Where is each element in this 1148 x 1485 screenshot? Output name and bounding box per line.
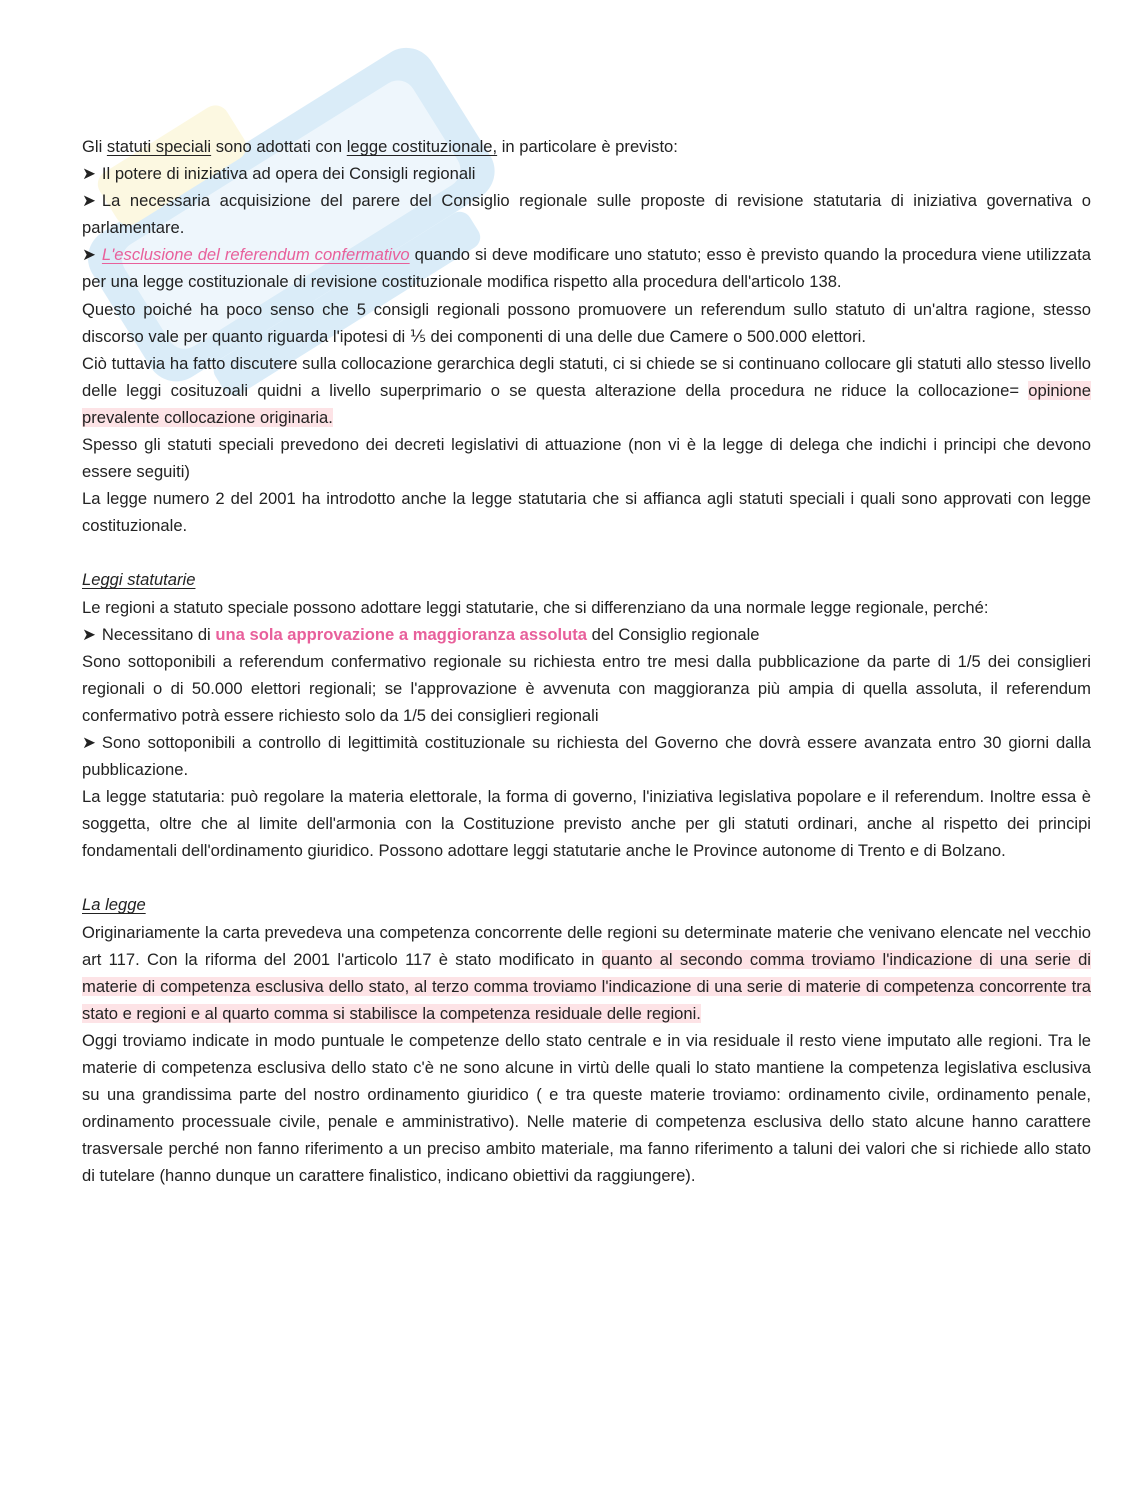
section-heading-leggi-statutarie: [82, 566, 1091, 593]
leggi-paragraph-2: Sono sottoponibili a referendum confermativo regionale su richiesta entro tre mesi dalla pubblicazione da parte di 1/5 dei consiglieri regionali o di 50.000 elettori regionali; se l'approvazione è avvenuta con maggioranza più ampia di quella assoluta, il referendum confermativo potrà essere richiesto solo da 1/5 dei consiglieri regionali: [82, 651, 1091, 725]
spacer: [82, 864, 1091, 891]
bullet-text: del Consiglio regionale: [586, 624, 760, 644]
intro-bullet-2: [82, 187, 1091, 241]
leggi-bullet-1: [82, 621, 1091, 648]
leggi-paragraph-3: La legge statutaria: può regolare la materia elettorale, la forma di governo, l'iniziativa legislativa popolare e il referendum. Inoltre essa è soggetta, oltre che al limite dell'armonia con la Costituzione previsto anche per gli statuti ordinari, anche al rispetto dei principi fondamentali dell'ordinamento giuridico. Possono adottare leggi statutarie anche le Province autonome di Trento e di Bolzano.: [82, 787, 1091, 861]
heading-text: La legge: [82, 895, 146, 915]
intro-paragraph-2: Questo poiché ha poco senso che 5 consigli regionali possono promuovere un referendum sullo statuto di un'altra ragione, stesso discorso vale per quanto riguarda l'ipotesi di ⅕ dei componenti di una delle due Camere o 500.000 elettori.: [82, 299, 1091, 346]
intro-bullet-3: [82, 241, 1091, 295]
arrow-bullet-icon: ➤: [82, 624, 96, 644]
text: Originariamente la carta prevedeva una competenza concorrente delle regioni su determinate materie che venivano elencate nel vecchio art 117. Con la riforma del 2001 l'articolo 117 è stato modificato in: [82, 922, 1091, 969]
leggi-bullet-2: [82, 729, 1091, 783]
highlighted-text: opinione prevalente collocazione originaria.: [82, 380, 1091, 427]
highlighted-text: quanto al secondo comma troviamo l'indicazione di una serie di materie di competenza esclusiva dello stato, al terzo comma troviamo l'indicazione di una serie di materie di competenza concorrente tra stato e regioni e al quarto comma si stabilisce la competenza residuale delle regioni.: [82, 949, 1091, 1023]
legge-paragraph-1: [82, 919, 1091, 1027]
text: sono adottati con: [211, 137, 347, 156]
text: Ciò tuttavia ha fatto discutere sulla collocazione gerarchica degli statuti, ci si chiede se si continuano collocare gli statuti allo stesso livello delle leggi cosituzoali quidni a livello superprimario o se questa alterazione della procedura ne riduce la collocazione=: [82, 353, 1091, 400]
highlighted-term: una sola approvazione a maggioranza assoluta: [215, 624, 587, 644]
text: in particolare è previsto:: [497, 137, 678, 156]
underlined-term: statuti speciali: [106, 137, 212, 156]
section-heading-la-legge: [82, 891, 1091, 918]
intro-paragraph-3: [82, 350, 1091, 431]
text: Gli: [82, 137, 107, 156]
intro-bullet-1: [82, 160, 1091, 187]
spacer: [82, 539, 1091, 566]
arrow-bullet-icon: ➤: [82, 245, 96, 265]
bullet-text: La necessaria acquisizione del parere del Consiglio regionale sulle proposte di revisione statutaria di iniziativa governativa o parlamentare.: [82, 191, 1091, 238]
intro-paragraph-1: [82, 133, 1091, 160]
arrow-bullet-icon: ➤: [82, 191, 96, 211]
arrow-bullet-icon: ➤: [82, 164, 96, 184]
arrow-bullet-icon: ➤: [82, 732, 96, 752]
highlighted-term: L'esclusione del referendum confermativo: [101, 245, 410, 265]
leggi-paragraph-1: Le regioni a statuto speciale possono adottare leggi statutarie, che si differenziano da una normale legge regionale, perché:: [82, 597, 989, 617]
heading-text: Leggi statutarie: [82, 570, 196, 590]
bullet-text: quando si deve modificare uno statuto; esso è previsto quando la procedura viene utilizzata per una legge costituzionale di revisione costituzionale modifica rispetto alla procedura dell'articolo 138.: [82, 245, 1091, 292]
intro-paragraph-5: La legge numero 2 del 2001 ha introdotto anche la legge statutaria che si affianca agli statuti speciali i quali sono approvati con legge costituzionale.: [82, 489, 1091, 536]
bullet-text: Il potere di iniziativa ad opera dei Consigli regionali: [101, 164, 476, 184]
legge-paragraph-2: Oggi troviamo indicate in modo puntuale le competenze dello stato centrale e in via residuale il resto viene imputato alle regioni. Tra le materie di competenza esclusiva dello stato c'è ne sono alcune in virtù delle quali lo stato mantiene la competenza legislativa esclusiva su una grandissima parte del nostro ordinamento giuridico ( e tra queste materie troviamo: ordinamento civile, ordinamento penale, ordinamento processuale civile, penale e amministrativo). Nelle materie di competenza esclusiva dello stato alcune hanno carattere trasversale perché non fanno riferimento a un preciso ambito materiale, ma fanno riferimento a taluni dei valori che si richiede allo stato di tutelare (hanno dunque un carattere finalistico, indicano obiettivi da raggiungere).: [82, 1030, 1091, 1186]
underlined-term: legge costituzionale,: [346, 137, 498, 156]
intro-paragraph-4: Spesso gli statuti speciali prevedono dei decreti legislativi di attuazione (non vi è la legge di delega che indichi i principi che devono essere seguiti): [82, 435, 1091, 482]
document-page: [82, 133, 1091, 1189]
bullet-text: Necessitano di: [101, 624, 216, 644]
bullet-text: Sono sottoponibili a controllo di legittimità costituzionale su richiesta del Governo che dovrà essere avanzata entro 30 giorni dalla pubblicazione.: [82, 732, 1091, 780]
